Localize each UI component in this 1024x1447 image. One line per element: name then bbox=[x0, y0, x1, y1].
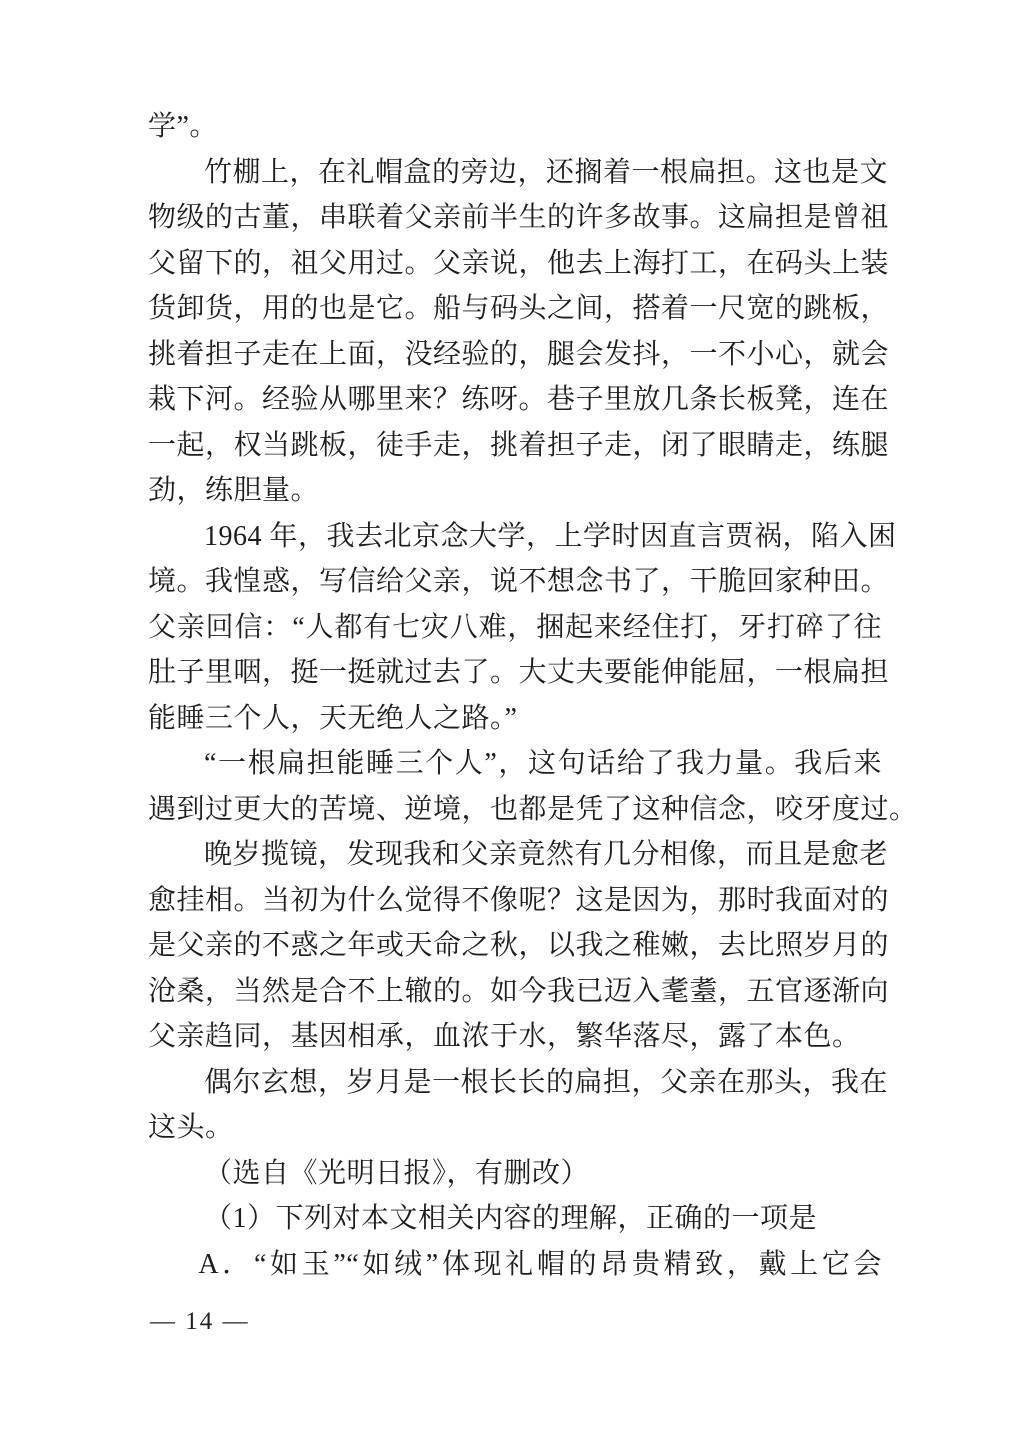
text-line: 肚子里咽，挺一挺就过去了。大丈夫要能伸能屈，一根扁担 bbox=[148, 657, 890, 688]
text-line: 境。我惶惑，写信给父亲，说不想念书了，干脆回家种田。 bbox=[148, 566, 890, 597]
text-line: 能睡三个人，天无绝人之路。” bbox=[148, 702, 518, 734]
text-line: 劲，练胆量。 bbox=[148, 475, 320, 506]
text-line: （选自《光明日报》，有删改） bbox=[204, 1157, 590, 1189]
text-line: 沧桑，当然是合不上辙的。如今我已迈入耄耋，五官逐渐向 bbox=[148, 975, 890, 1007]
text-line: 偶尔玄想，岁月是一根长长的扁担，父亲在那头，我在 bbox=[204, 1066, 889, 1098]
text-line: 栽下河。经验从哪里来？练呀。巷子里放几条长板凳，连在 bbox=[148, 384, 890, 415]
page-number: — 14 — bbox=[150, 1308, 250, 1335]
text-line: “一根扁担能睡三个人”，这句话给了我力量。我后来 bbox=[204, 748, 882, 779]
text-line: 这头。 bbox=[148, 1112, 234, 1143]
text-line: 父留下的，祖父用过。父亲说，他去上海打工，在码头上装 bbox=[148, 247, 890, 279]
text-line: 父亲趋同，基因相承，血浓于水，繁华落尽，露了本色。 bbox=[148, 1021, 861, 1052]
text-line: 一起，权当跳板，徒手走，挑着担子走，闭了眼睛走，练腿 bbox=[148, 429, 890, 461]
body-text bbox=[148, 104, 918, 1287]
text-line: 遇到过更大的苦境、逆境，也都是凭了这种信念，咬牙度过。 bbox=[148, 793, 918, 825]
text-line: 货卸货，用的也是它。船与码头之间，搭着一尺宽的跳板， bbox=[148, 293, 890, 324]
text-line: 挑着担子走在上面，没经验的，腿会发抖，一不小心，就会 bbox=[148, 338, 890, 370]
text-line: 竹棚上，在礼帽盒的旁边，还搁着一根扁担。这也是文 bbox=[204, 156, 889, 188]
text-line: A．“如玉”“如绒”体现礼帽的昂贵精致，戴上它会 bbox=[198, 1248, 882, 1280]
text-line: 晚岁揽镜，发现我和父亲竟然有几分相像，而且是愈老 bbox=[204, 839, 889, 870]
text-line: 1964 年，我去北京念大学，上学时因直言贾祸，陷入困 bbox=[204, 520, 897, 552]
text-line: 愈挂相。当初为什么觉得不像呢？这是因为，那时我面对的 bbox=[148, 884, 890, 916]
text-line: 学”。 bbox=[148, 111, 218, 142]
text-line: 父亲回信：“人都有七灾八难，捆起来经住打，牙打碎了往 bbox=[148, 611, 882, 643]
text-line: 物级的古董，串联着父亲前半生的许多故事。这扁担是曾祖 bbox=[148, 202, 890, 233]
text-line: 是父亲的不惑之年或天命之秋，以我之稚嫩，去比照岁月的 bbox=[148, 930, 890, 961]
text-line: （1）下列对本文相关内容的理解，正确的一项是 bbox=[204, 1203, 818, 1234]
